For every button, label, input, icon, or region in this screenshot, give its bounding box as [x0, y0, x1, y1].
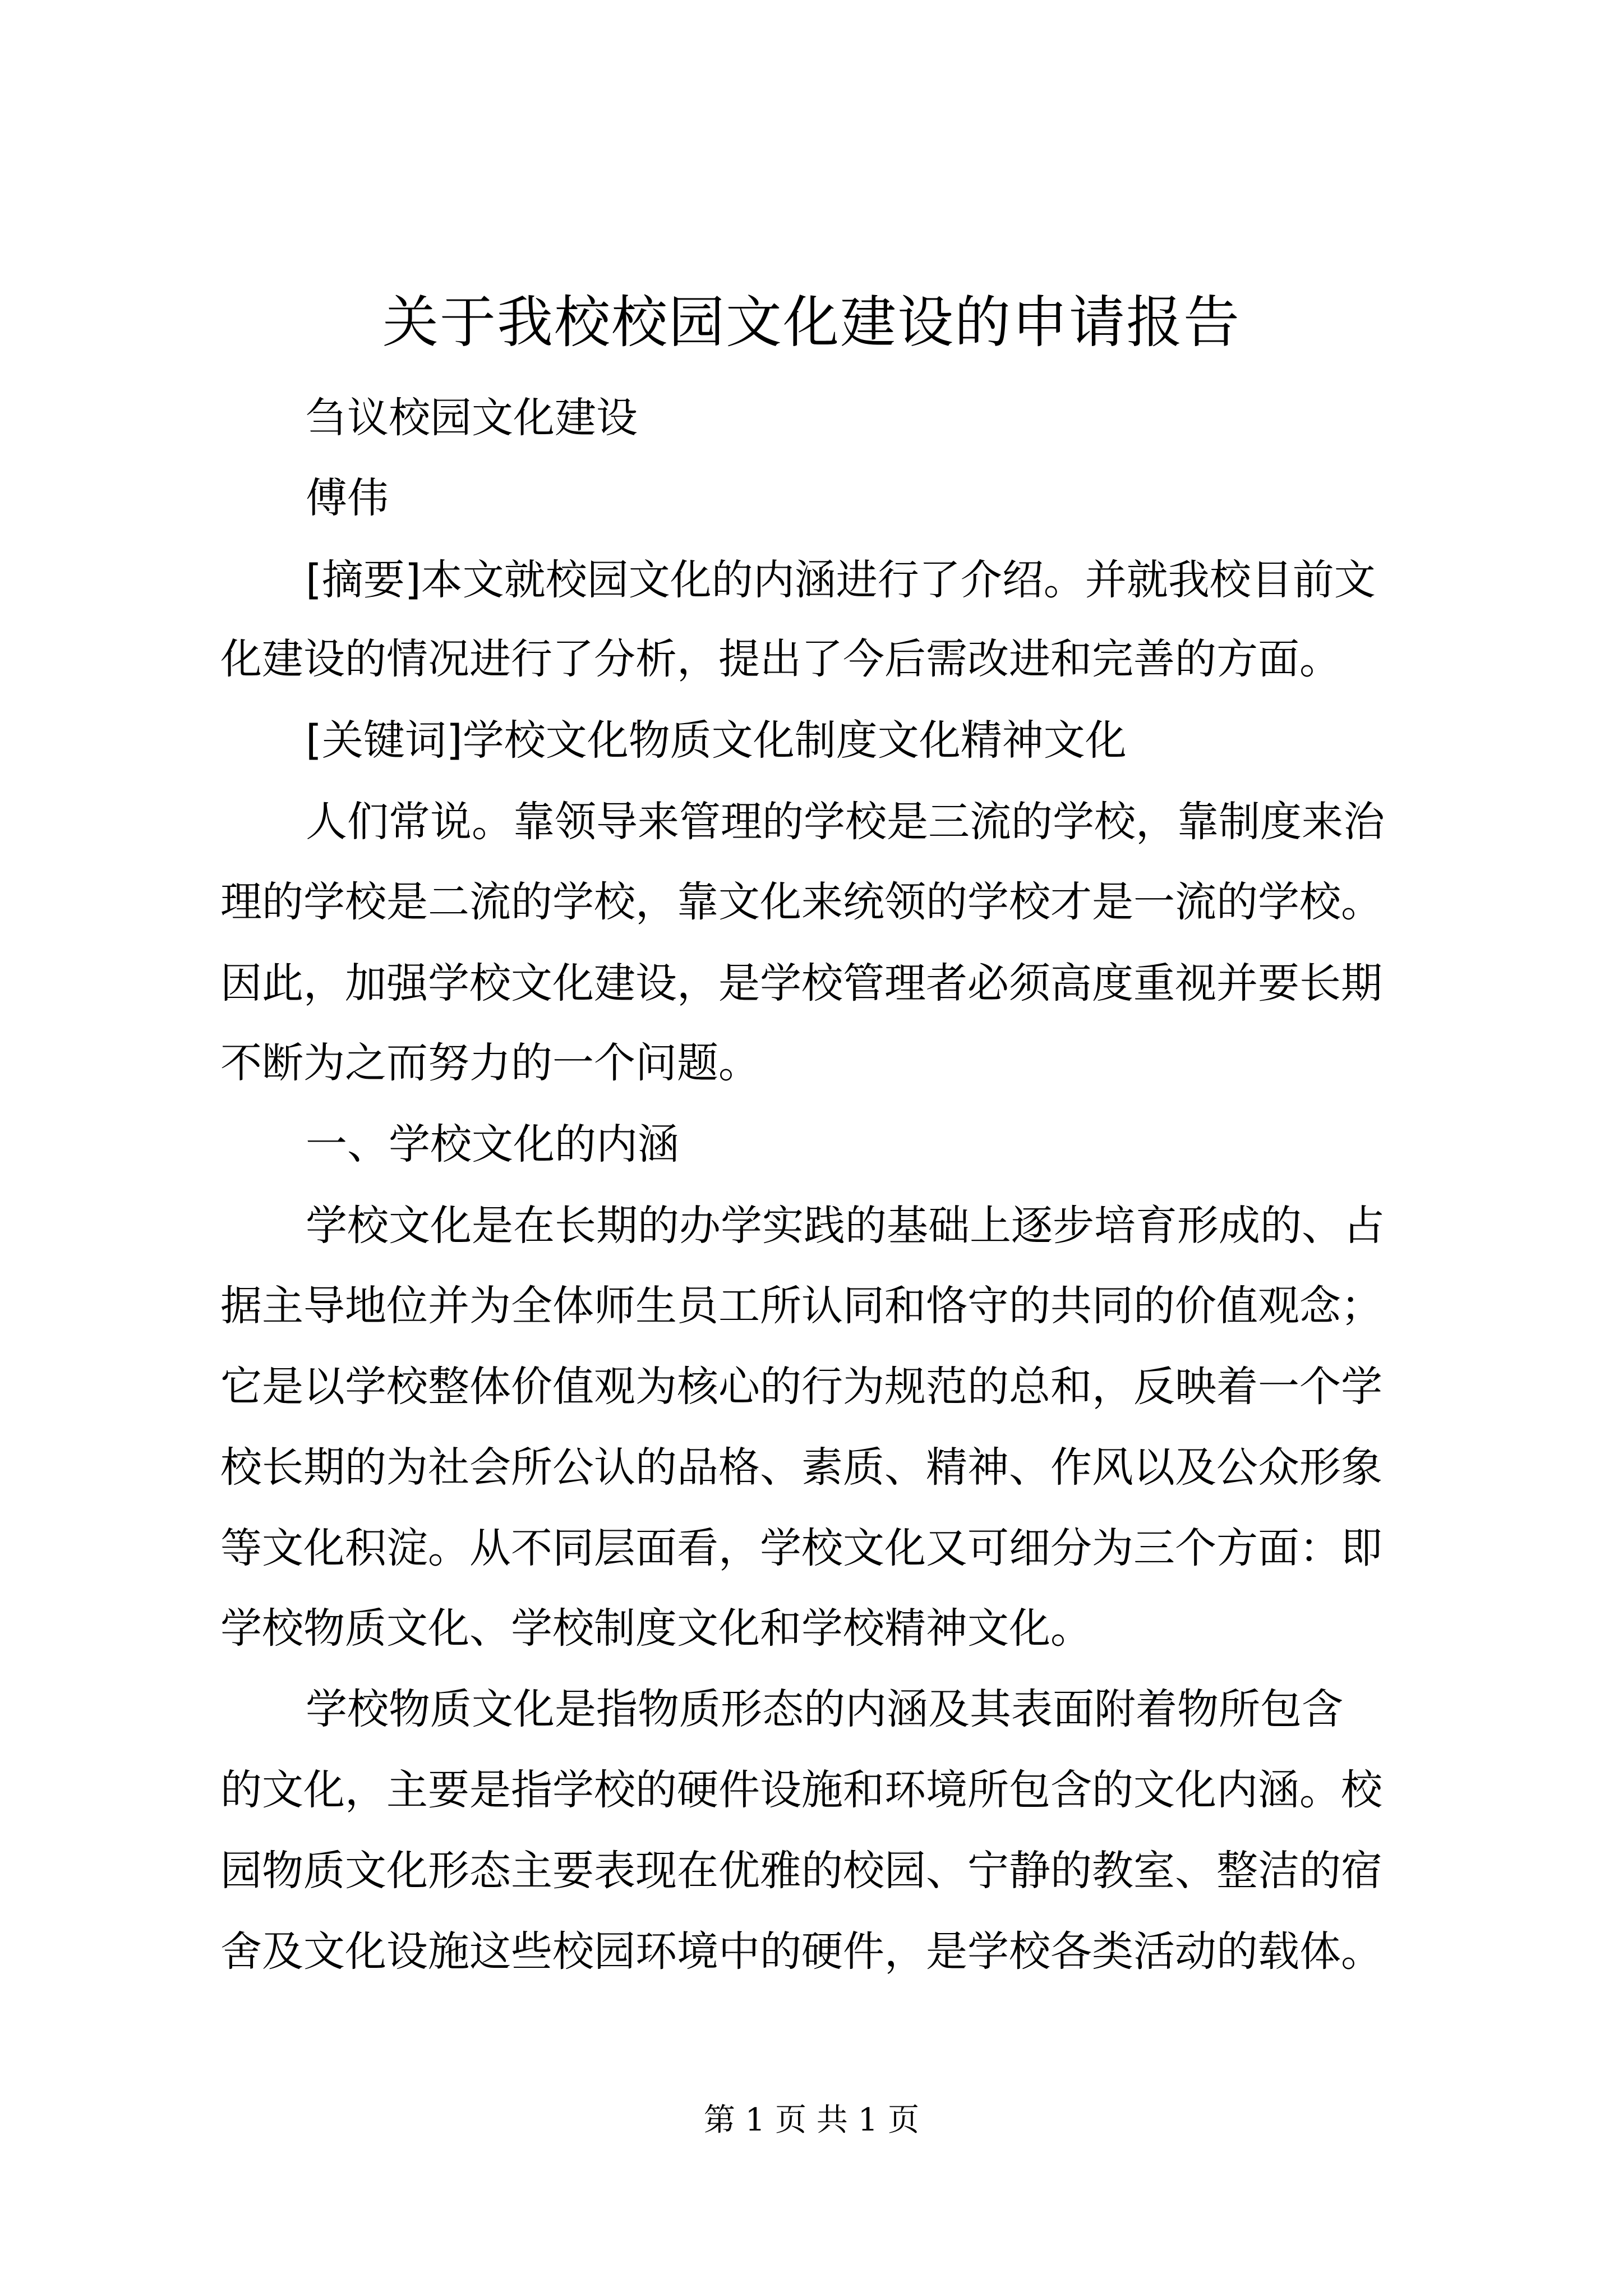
article-title-line: 刍议校园文化建设 [306, 394, 638, 442]
abstract-line-2: 化建设的情况进行了分析，提出了今后需改进和完善的方面。 [220, 635, 1341, 683]
body-line-1: 人们常说。靠领导来管理的学校是三流的学校，靠制度来治 [306, 798, 1385, 846]
body-line-2: 理的学校是二流的学校，靠文化来统领的学校才是一流的学校。 [220, 878, 1382, 926]
keywords-line: [关键词]学校文化物质文化制度文化精神文化 [306, 716, 1127, 765]
body-line-3: 因此，加强学校文化建设，是学校管理者必须高度重视并要长期 [220, 959, 1382, 1007]
body-line-4: 不断为之而努力的一个问题。 [220, 1039, 760, 1087]
body-line-11: 学校物质文化是指物质形态的内涵及其表面附着物所包含 [306, 1685, 1343, 1733]
body-line-13: 园物质文化形态主要表现在优雅的校园、宁静的教室、整洁的宿 [220, 1847, 1382, 1895]
body-line-7: 它是以学校整体价值观为核心的行为规范的总和，反映着一个学 [220, 1363, 1382, 1411]
body-line-9: 等文化积淀。从不同层面看，学校文化又可细分为三个方面：即 [220, 1524, 1382, 1572]
section-heading-1: 一、学校文化的内涵 [306, 1120, 679, 1168]
abstract-line-1: [摘要]本文就校园文化的内涵进行了介绍。并就我校目前文 [306, 556, 1376, 604]
page-footer: 第 1 页 共 1 页 [703, 2102, 920, 2138]
body-line-10: 学校物质文化、学校制度文化和学校精神文化。 [220, 1604, 1092, 1653]
body-line-12: 的文化，主要是指学校的硬件设施和环境所包含的文化内涵。校 [220, 1766, 1382, 1814]
body-line-14: 舍及文化设施这些校园环境中的硬件，是学校各类活动的载体。 [220, 1927, 1382, 1976]
author-line: 傅伟 [306, 474, 389, 522]
document-title: 关于我校校园文化建设的申请报告 [382, 289, 1241, 355]
body-line-6: 据主导地位并为全体师生员工所认同和恪守的共同的价值观念； [220, 1282, 1382, 1330]
body-line-5: 学校文化是在长期的办学实践的基础上逐步培育形成的、占 [306, 1202, 1385, 1250]
body-line-8: 校长期的为社会所公认的品格、素质、精神、作风以及公众形象 [220, 1443, 1382, 1492]
